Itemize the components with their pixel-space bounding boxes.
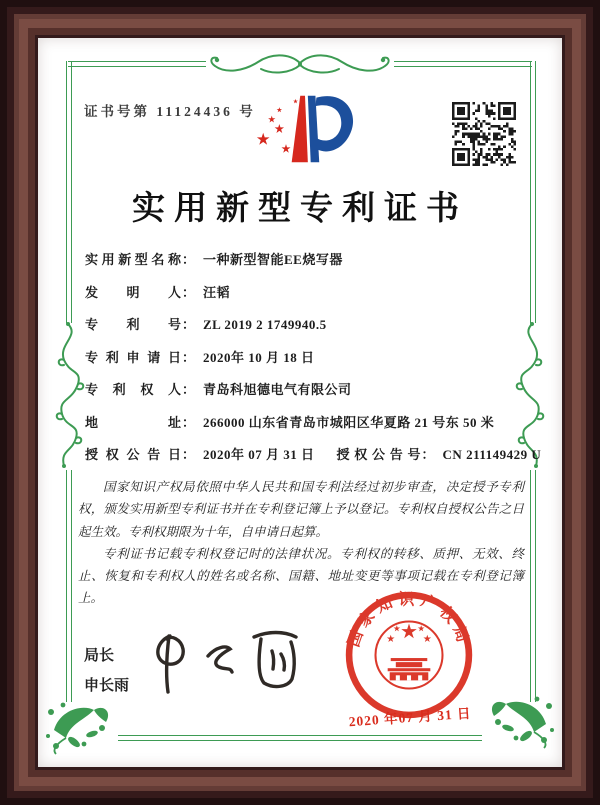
svg-text:国家知识产权局	[344, 590, 474, 649]
seal-date: 2020 年07 月 31 日	[348, 705, 472, 730]
seal-ring-text: 国家知识产权局	[345, 591, 473, 650]
cnipa-logo-icon	[248, 90, 362, 176]
field-list	[85, 250, 542, 478]
top-flourish-ornament	[203, 47, 397, 81]
label-colon: ：	[421, 447, 435, 462]
border-right-line-lower	[530, 470, 536, 702]
field-label: 专利号	[85, 317, 181, 332]
field-row-inventor	[85, 283, 521, 303]
border-left-line-lower	[66, 470, 72, 702]
field-value-grant-no: CN 211149429 U	[442, 447, 542, 462]
legal-paragraph-2: 专利证书记载专利权登记时的法律状况。专利权的转移、质押、无效、终止、恢复和专利权人的姓名或名称、国籍、地址变更等事项记载在专利登记簿上。	[78, 546, 524, 606]
border-bottom-line	[118, 735, 482, 741]
field-value-address: 266000 山东省青岛市城阳区华夏路 21 号东 50 米	[203, 414, 495, 430]
field-label: 专利申请日	[85, 349, 181, 365]
field-row-patentee	[85, 380, 521, 400]
field-row-filing-date	[85, 348, 521, 368]
signer-name: 申长雨	[84, 678, 130, 694]
field-label: 实用新型名称	[85, 252, 181, 267]
qr-code	[452, 102, 516, 166]
field-label: 授权公告号	[336, 447, 421, 462]
field-value-name: 一种新型智能EE烧写器	[203, 252, 343, 267]
certificate-title: 实用新型专利证书	[132, 191, 468, 227]
legal-paragraph-1: 国家知识产权局依照中华人民共和国专利法经过初步审查，决定授予专利权，颁发实用新型专利证书并在专利登记簿上予以登记。专利权自授权公告之日起生效。专利权期限为十年，自申请日起算。	[78, 480, 524, 539]
field-row-grant	[85, 445, 542, 465]
field-value-grant-date: 2020年 07 月 31 日	[203, 447, 315, 462]
field-row-address	[85, 413, 521, 433]
label-colon: ：	[182, 414, 196, 430]
field-label: 授权公告日	[85, 447, 181, 462]
official-seal	[343, 589, 475, 721]
certificate-number: 证书号第 11124436 号	[84, 104, 256, 119]
label-colon: ：	[182, 447, 196, 462]
bottom-right-floral-ornament	[484, 692, 558, 750]
field-value-patent-no: ZL 2019 2 1749940.5	[203, 317, 327, 332]
label-colon: ：	[182, 349, 196, 365]
field-row-patent-no	[85, 315, 521, 335]
field-value-inventor: 汪韬	[203, 284, 231, 300]
label-colon: ：	[182, 284, 196, 300]
field-row-name	[85, 250, 521, 270]
field-label: 专利权人	[85, 382, 181, 397]
label-colon: ：	[182, 382, 196, 397]
bottom-left-floral-ornament	[42, 698, 116, 756]
border-top-line-right	[394, 61, 532, 67]
director-signature	[140, 620, 335, 702]
label-colon: ：	[182, 252, 196, 267]
left-scroll-ornament	[50, 320, 86, 472]
field-value-patentee: 青岛科旭德电气有限公司	[203, 382, 352, 397]
field-label: 地址	[85, 414, 181, 430]
signer-block	[84, 641, 129, 701]
field-pair-grant-no	[337, 447, 542, 462]
field-label: 发明人	[85, 284, 181, 300]
label-colon: ：	[182, 317, 196, 332]
field-value-filing-date: 2020年 10 月 18 日	[203, 349, 315, 365]
border-top-line-left	[68, 61, 206, 67]
signer-title: 局长	[84, 648, 115, 664]
